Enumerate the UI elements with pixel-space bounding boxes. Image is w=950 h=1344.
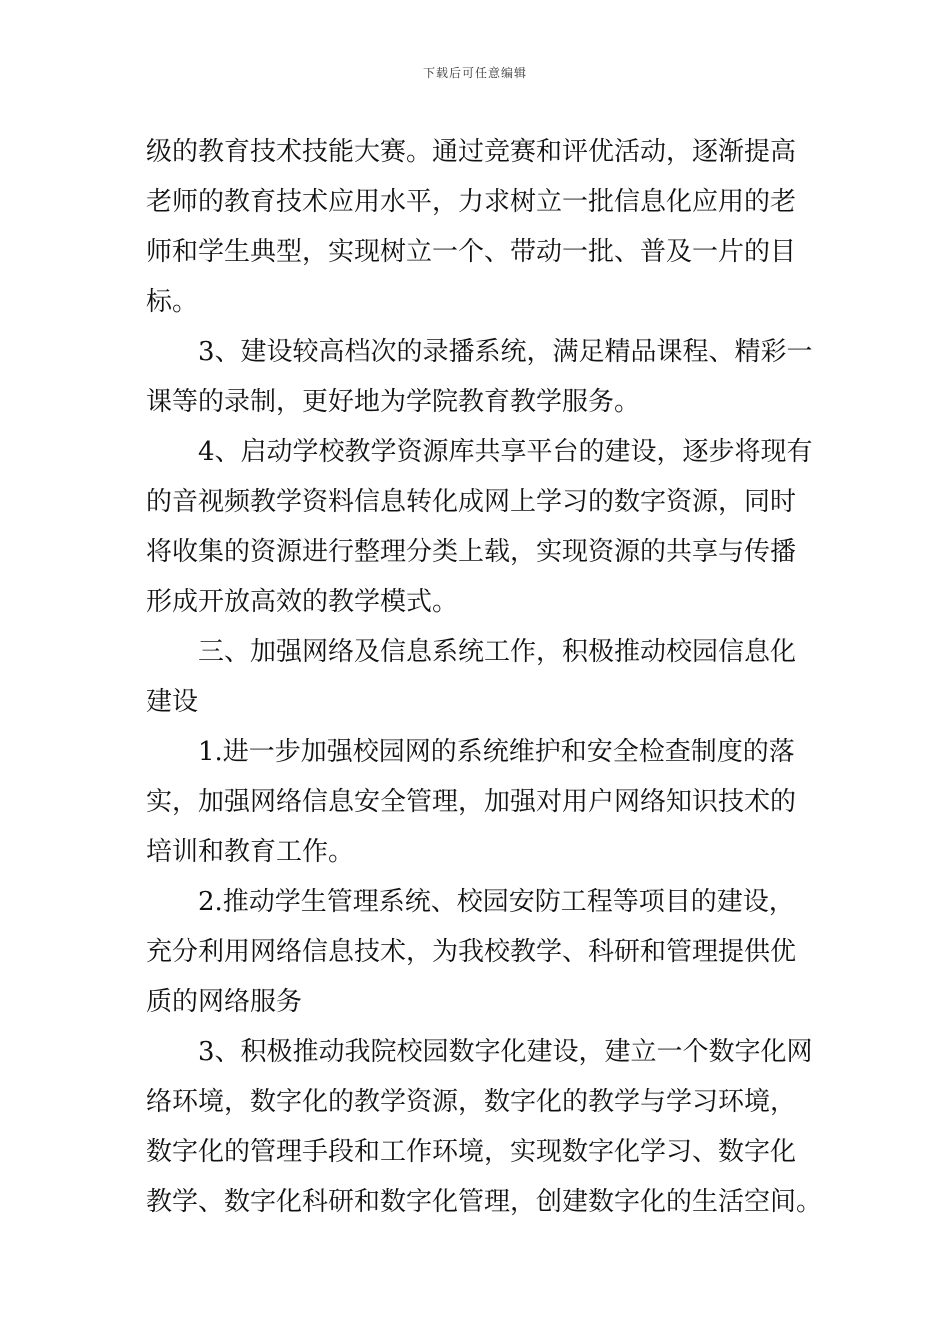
text-line: 充分利用网络信息技术，为我校教学、科研和管理提供优 — [146, 937, 797, 967]
text-line: 形成开放高效的教学模式。 — [146, 587, 459, 617]
text-line: 建设 — [146, 687, 199, 717]
text-line: 4、启动学校教学资源库共享平台的建设，逐步将现有 — [146, 437, 813, 467]
text-line: 3、积极推动我院校园数字化建设，建立一个数字化网 — [146, 1037, 813, 1067]
text-line: 标。 — [146, 287, 199, 317]
text-line: 将收集的资源进行整理分类上载，实现资源的共享与传播 — [146, 537, 797, 567]
text-line: 1.进一步加强校园网的系统维护和安全检查制度的落 — [146, 737, 795, 767]
text-line: 课等的录制，更好地为学院教育教学服务。 — [146, 387, 641, 417]
text-line: 络环境，数字化的教学资源，数字化的教学与学习环境， — [146, 1087, 797, 1117]
document-body — [146, 127, 823, 1227]
text-line: 质的网络服务 — [146, 987, 303, 1017]
text-line: 2.推动学生管理系统、校园安防工程等项目的建设， — [146, 887, 795, 917]
text-line: 教学、数字化科研和数字化管理，创建数字化的生活空间。 — [146, 1187, 823, 1217]
page-header: 下载后可任意编辑 — [422, 66, 527, 80]
text-line: 的音视频教学资料信息转化成网上学习的数字资源，同时 — [146, 487, 797, 517]
text-line: 三、加强网络及信息系统工作，积极推动校园信息化 — [146, 637, 797, 667]
text-line: 级的教育技术技能大赛。通过竞赛和评优活动，逐渐提高 — [146, 137, 797, 167]
text-line: 实，加强网络信息安全管理，加强对用户网络知识技术的 — [146, 787, 797, 817]
text-line: 3、建设较高档次的录播系统，满足精品课程、精彩一 — [146, 337, 813, 367]
text-line: 师和学生典型，实现树立一个、带动一批、普及一片的目 — [146, 237, 797, 267]
text-line: 培训和教育工作。 — [146, 837, 355, 867]
text-line: 老师的教育技术应用水平，力求树立一批信息化应用的老 — [146, 187, 797, 217]
text-line: 数字化的管理手段和工作环境，实现数字化学习、数字化 — [146, 1137, 797, 1167]
